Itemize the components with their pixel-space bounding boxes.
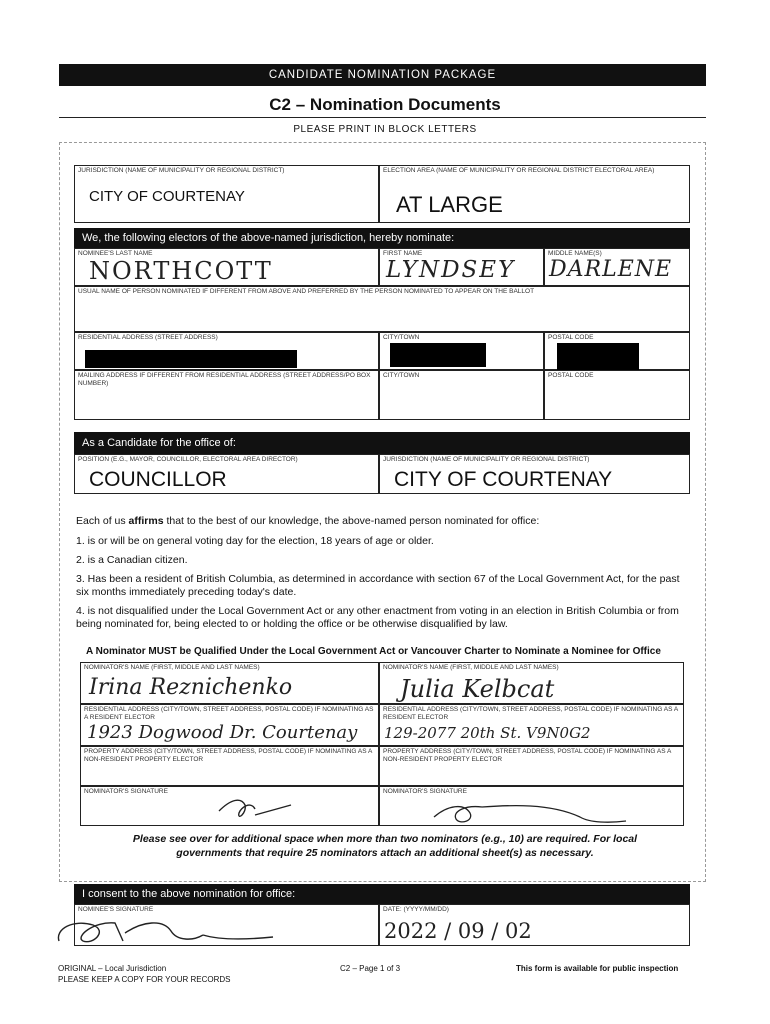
footer-original: ORIGINAL – Local Jurisdiction xyxy=(58,964,167,973)
date-label: DATE: (YYYY/MM/DD) xyxy=(383,906,449,913)
date-cell xyxy=(379,904,690,946)
position-value: COUNCILLOR xyxy=(89,468,227,491)
last-name-label: NOMINEE'S LAST NAME xyxy=(78,250,153,257)
nominator2-res-cell xyxy=(379,704,684,746)
affirm-intro-bold: affirms xyxy=(128,515,164,527)
nominee-sig-label: NOMINEE'S SIGNATURE xyxy=(78,906,154,913)
nominator2-name: Julia Kelbcat xyxy=(400,675,555,703)
nominate-bar: We, the following electors of the above-named jurisdiction, hereby nominate: xyxy=(74,228,690,248)
middle-name-cell xyxy=(544,248,690,286)
nominator2-name-cell xyxy=(379,662,684,704)
nominator1-res-address: 1923 Dogwood Dr. Courtenay xyxy=(87,722,358,743)
date-value: 2022 / 09 / 02 xyxy=(384,919,532,943)
consent-bar: I consent to the above nomination for office: xyxy=(74,884,690,904)
nominator2-res-address: 129-2077 20th St. V9N0G2 xyxy=(384,724,591,742)
affirm-item-4: 4. is not disqualified under the Local Government Act or any other enactment from voting in an election in British Columbia or from being nominated for, being elected to or holding the office or be otherwise disqualified by law. xyxy=(76,605,679,630)
first-name-value: LYNDSEY xyxy=(386,257,516,283)
affirm-intro-post: that to the best of our knowledge, the above-named person nominated for office: xyxy=(163,515,540,527)
affirm-item-3: 3. Has been a resident of British Columbia, as determined in accordance with section 67 of the Local Government Act, for the past six months immediately preceding today's date. xyxy=(76,573,680,598)
nominator1-name: Irina Reznichenko xyxy=(89,675,293,700)
page-subtitle: PLEASE PRINT IN BLOCK LETTERS xyxy=(293,124,477,135)
nominator2-prop-cell xyxy=(379,746,684,786)
first-name-cell xyxy=(379,248,544,286)
nominator2-prop-label: PROPERTY ADDRESS (CITY/TOWN, STREET ADDRESS, POSTAL CODE) IF NOMINATING AS A NON-RESIDENT PROPERTY ELECTOR xyxy=(383,748,671,763)
office-jurisdiction-cell xyxy=(379,454,690,494)
affirm-intro-pre: Each of us xyxy=(76,515,129,527)
mailing-address-cell xyxy=(74,370,379,420)
res-address-label: RESIDENTIAL ADDRESS (STREET ADDRESS) xyxy=(78,334,218,341)
first-name-label: FIRST NAME xyxy=(383,250,423,257)
nominator1-name-cell xyxy=(80,662,379,704)
election-area-value: AT LARGE xyxy=(396,192,503,217)
nominee-signature xyxy=(53,911,303,951)
res-city-cell xyxy=(379,332,544,370)
affirm-item-2: 2. is a Canadian citizen. xyxy=(76,554,188,566)
jurisdiction-cell xyxy=(74,165,379,223)
office-jurisdiction-value: CITY OF COURTENAY xyxy=(394,468,613,491)
nominator1-name-label: NOMINATOR'S NAME (FIRST, MIDDLE AND LAST NAMES) xyxy=(84,664,260,671)
nominator1-res-label: RESIDENTIAL ADDRESS (CITY/TOWN, STREET ADDRESS, POSTAL CODE) IF NOMINATING AS A RESIDENT ELECTOR xyxy=(84,706,374,721)
footer-page-number: C2 – Page 1 of 3 xyxy=(340,964,401,973)
page-title: C2 – Nomination Documents xyxy=(269,95,501,114)
title-rule xyxy=(59,117,706,118)
qualified-note: A Nominator MUST be Qualified Under the Local Government Act or Vancouver Charter to Nominate a Nominee for Office xyxy=(86,646,661,657)
candidate-bar: As a Candidate for the office of: xyxy=(74,432,690,454)
election-area-cell xyxy=(379,165,690,223)
nominator2-name-label: NOMINATOR'S NAME (FIRST, MIDDLE AND LAST NAMES) xyxy=(383,664,559,671)
mailing-postal-label: POSTAL CODE xyxy=(548,372,594,379)
usual-name-cell xyxy=(74,286,690,332)
footer-public-inspection: This form is available for public inspection xyxy=(516,964,679,973)
last-name-value: NORTHCOTT xyxy=(89,257,273,285)
nominator2-signature xyxy=(430,787,630,827)
footer-keep-copy: PLEASE KEEP A COPY FOR YOUR RECORDS xyxy=(58,975,231,984)
position-label: POSITION (E.G., MAYOR, COUNCILLOR, ELECTORAL AREA DIRECTOR) xyxy=(78,456,298,463)
office-jurisdiction-label: JURISDICTION (NAME OF MUNICIPALITY OR REGIONAL DISTRICT) xyxy=(383,456,590,463)
res-city-redaction xyxy=(390,343,486,367)
mailing-city-label: CITY/TOWN xyxy=(383,372,420,379)
nominee-sig-cell xyxy=(74,904,379,946)
res-postal-redaction xyxy=(557,343,639,371)
res-address-cell xyxy=(74,332,379,370)
middle-name-value: DARLENE xyxy=(549,257,673,282)
see-over-note: Please see over for additional space when more than two nominators (e.g., 10) are required. For local governments that require 25 nominators attach an additional sheet(s) as necessary. xyxy=(132,833,638,859)
nominator1-sig-label: NOMINATOR'S SIGNATURE xyxy=(84,788,168,795)
res-postal-cell xyxy=(544,332,690,370)
mailing-city-cell xyxy=(379,370,544,420)
election-area-label: ELECTION AREA (NAME OF MUNICIPALITY OR REGIONAL DISTRICT ELECTORAL AREA) xyxy=(383,167,655,174)
affirm-item-1: 1. is or will be on general voting day for the election, 18 years of age or older. xyxy=(76,535,434,547)
nominator1-signature xyxy=(211,791,301,825)
usual-name-label: USUAL NAME OF PERSON NOMINATED IF DIFFERENT FROM ABOVE AND PREFERRED BY THE PERSON NOMINATED TO APPEAR ON THE BALLOT xyxy=(78,288,535,295)
jurisdiction-label: JURISDICTION (NAME OF MUNICIPALITY OR REGIONAL DISTRICT) xyxy=(78,167,285,174)
package-header-bar: CANDIDATE NOMINATION PACKAGE xyxy=(59,64,706,86)
res-postal-label: POSTAL CODE xyxy=(548,334,594,341)
nominator2-res-label: RESIDENTIAL ADDRESS (CITY/TOWN, STREET ADDRESS, POSTAL CODE) IF NOMINATING AS A RESIDENT ELECTOR xyxy=(383,706,678,721)
jurisdiction-value: CITY OF COURTENAY xyxy=(89,188,245,205)
res-city-label: CITY/TOWN xyxy=(383,334,420,341)
nominator1-res-cell xyxy=(80,704,379,746)
nominator2-sig-label: NOMINATOR'S SIGNATURE xyxy=(383,788,467,795)
res-address-redaction xyxy=(85,350,297,368)
affirm-intro xyxy=(76,515,696,528)
nominator1-sig-cell xyxy=(80,786,379,826)
last-name-cell xyxy=(74,248,379,286)
nominator2-sig-cell xyxy=(379,786,684,826)
nominator1-prop-cell xyxy=(80,746,379,786)
position-cell xyxy=(74,454,379,494)
middle-name-label: MIDDLE NAME(S) xyxy=(548,250,602,257)
mailing-postal-cell xyxy=(544,370,690,420)
nominator1-prop-label: PROPERTY ADDRESS (CITY/TOWN, STREET ADDRESS, POSTAL CODE) IF NOMINATING AS A NON-RESIDENT PROPERTY ELECTOR xyxy=(84,748,372,763)
mailing-address-label: MAILING ADDRESS IF DIFFERENT FROM RESIDENTIAL ADDRESS (STREET ADDRESS/PO BOX NUMBER) xyxy=(78,372,371,387)
